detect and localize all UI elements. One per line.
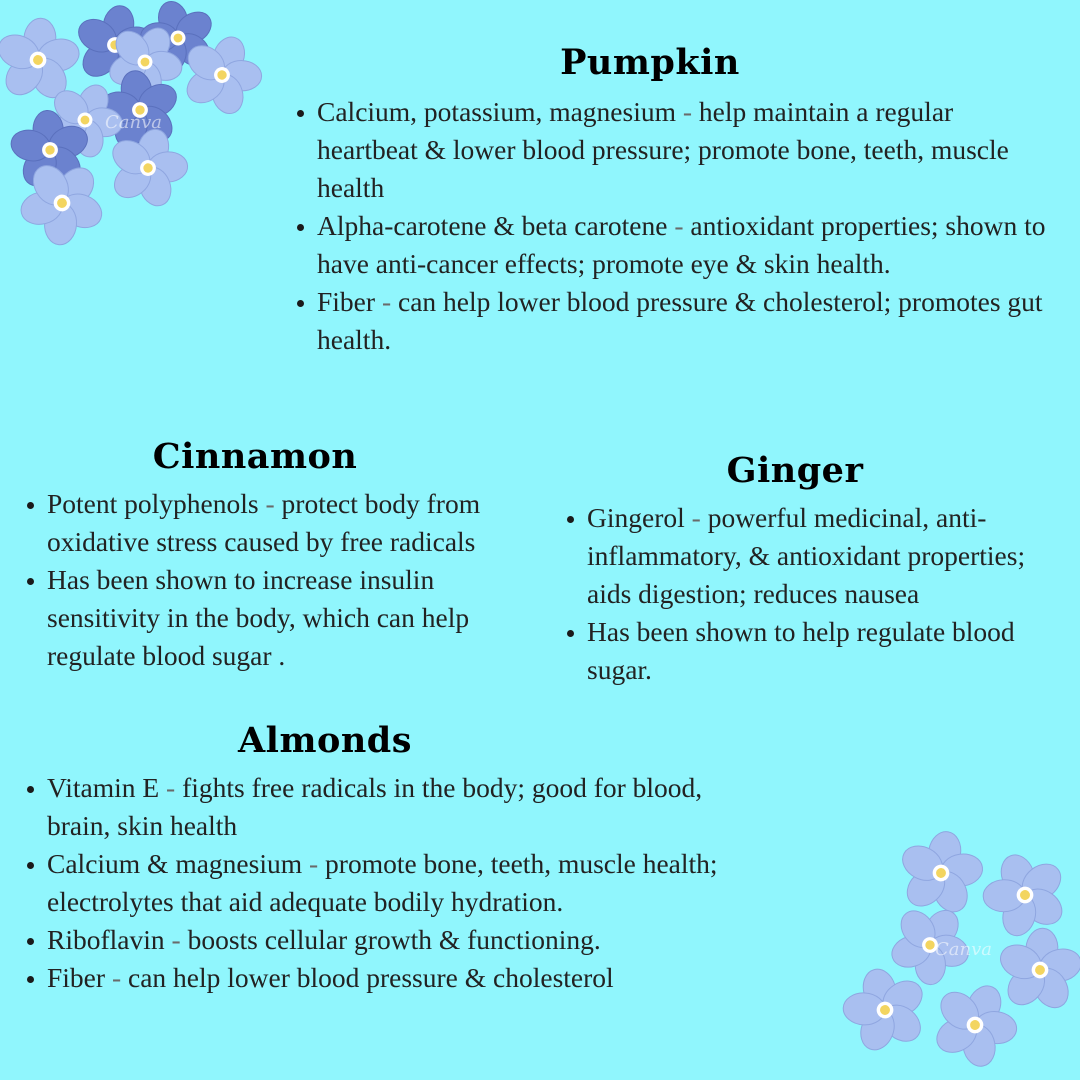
flower-icon	[992, 924, 1080, 1016]
canva-watermark: Canva	[935, 939, 992, 960]
list-item: Calcium, potassium, magnesium - help maintain a regular heartbeat & lower blood pressure; promote bone, teeth, muscle health	[317, 93, 1055, 207]
ginger-section	[565, 452, 1045, 689]
cinnamon-section	[25, 438, 525, 675]
almonds-heading: Almonds	[238, 720, 412, 761]
list-item: Potent polyphenols - protect body from oxidative stress caused by free radicals	[47, 485, 525, 561]
list-item: Has been shown to help regulate blood sugar.	[587, 613, 1045, 689]
pumpkin-heading: Pumpkin	[560, 42, 740, 83]
flower-icon	[969, 840, 1080, 950]
canva-watermark: Canva	[105, 112, 162, 133]
list-item: Vitamin E - fights free radicals in the body; good for blood, brain, skin health	[47, 769, 745, 845]
cinnamon-list	[25, 485, 525, 675]
forget-me-not-flowers-top-decoration	[0, 0, 270, 250]
pumpkin-section	[295, 44, 1055, 359]
ginger-list	[565, 499, 1045, 689]
almonds-list	[25, 769, 745, 997]
cinnamon-heading: Cinnamon	[152, 436, 358, 477]
list-item: Fiber - can help lower blood pressure & cholesterol; promotes gut health.	[317, 283, 1055, 359]
almonds-section	[25, 722, 745, 997]
pumpkin-list	[295, 93, 1055, 359]
list-item: Gingerol - powerful medicinal, anti-inflammatory, & antioxidant properties; aids digestion; reduces nausea	[587, 499, 1045, 613]
forget-me-not-flowers-bottom-decoration	[835, 825, 1080, 1080]
list-item: Has been shown to increase insulin sensitivity in the body, which can help regulate blood sugar .	[47, 561, 525, 675]
list-item: Fiber - can help lower blood pressure & cholesterol	[47, 959, 745, 997]
list-item: Alpha-carotene & beta carotene - antioxidant properties; shown to have anti-cancer effects; promote eye & skin health.	[317, 207, 1055, 283]
flower-icon	[889, 825, 992, 923]
list-item: Riboflavin - boosts cellular growth & functioning.	[47, 921, 745, 959]
ginger-heading: Ginger	[726, 450, 864, 491]
list-item: Calcium & magnesium - promote bone, teeth, muscle health; electrolytes that aid adequate bodily hydration.	[47, 845, 745, 921]
